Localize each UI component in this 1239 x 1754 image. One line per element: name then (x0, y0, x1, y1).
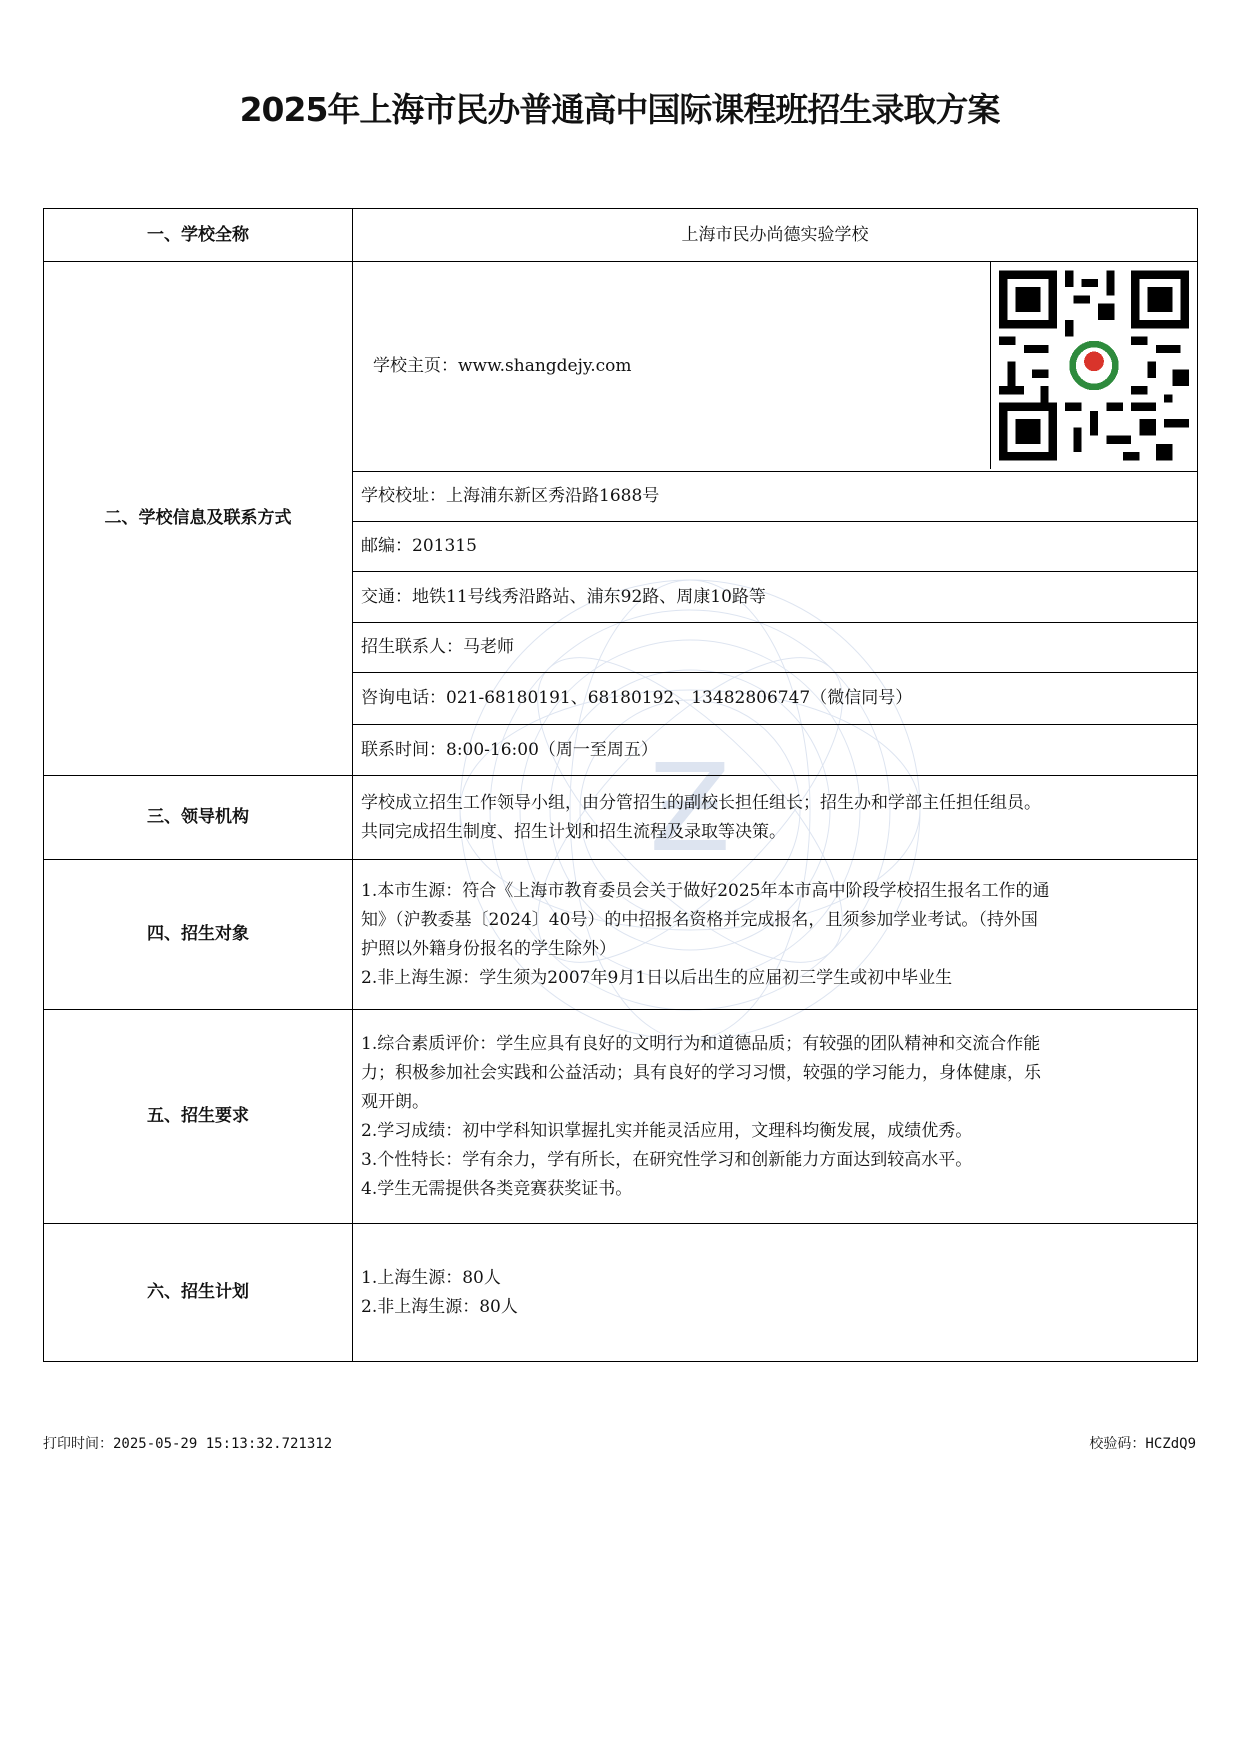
row-school-name (44, 209, 1198, 262)
text-line: 护照以外籍身份报名的学生除外） (361, 938, 616, 959)
row-targets (44, 860, 1198, 1010)
text-line: 3.个性特长：学有余力，学有所长，在研究性学习和创新能力方面达到较高水平。 (361, 1149, 973, 1170)
address-value: 学校校址：上海浦东新区秀沿路1688号 (353, 472, 1198, 522)
qr-code-icon[interactable] (990, 262, 1197, 469)
row-plan (44, 1224, 1198, 1362)
label-leadership: 三、领导机构 (44, 776, 353, 860)
row-leadership (44, 776, 1198, 860)
leadership-value (353, 776, 1198, 860)
label-contact: 二、学校信息及联系方式 (44, 262, 353, 776)
text-line: 2.非上海生源：80人 (361, 1296, 518, 1317)
row-homepage (44, 262, 1198, 472)
label-targets: 四、招生对象 (44, 860, 353, 1010)
transport-value: 交通：地铁11号线秀沿路站、浦东92路、周康10路等 (353, 572, 1198, 623)
text-line: 观开朗。 (361, 1091, 429, 1112)
checksum: 校验码：HCZdQ9 (1089, 1436, 1196, 1452)
text-line: 1.本市生源：符合《上海市教育委员会关于做好2025年本市高中阶段学校招生报名工作的通 (361, 880, 1050, 901)
label-school-name: 一、学校全称 (44, 209, 353, 262)
text-line: 2.非上海生源：学生须为2007年9月1日以后出生的应届初三学生或初中毕业生 (361, 967, 953, 988)
hours-value: 联系时间：8:00-16:00（周一至周五） (353, 725, 1198, 776)
label-plan: 六、招生计划 (44, 1224, 353, 1362)
page-title: 2025年上海市民办普通高中国际课程班招生录取方案 (239, 90, 1000, 129)
homepage-link[interactable]: 学校主页：www.shangdejy.com (373, 356, 632, 376)
postcode-value: 邮编：201315 (353, 522, 1198, 572)
text-line: 知》（沪教委基〔2024〕40号）的中招报名资格并完成报名，且须参加学业考试。（持外国 (361, 909, 1038, 930)
text-line: 学校成立招生工作领导小组，由分管招生的副校长担任组长；招生办和学部主任担任组员。 (361, 792, 1041, 813)
requirements-value (353, 1010, 1198, 1224)
text-line: 4.学生无需提供各类竞赛获奖证书。 (361, 1178, 633, 1199)
print-time: 打印时间：2025-05-29 15:13:32.721312 (43, 1436, 333, 1452)
row-requirements (44, 1010, 1198, 1224)
text-line: 共同完成招生制度、招生计划和招生流程及录取等决策。 (361, 821, 786, 842)
svg-text:Ƶ: Ƶ (648, 740, 732, 879)
homepage-cell (353, 262, 1198, 472)
label-requirements: 五、招生要求 (44, 1010, 353, 1224)
school-name-value: 上海市民办尚德实验学校 (353, 209, 1198, 262)
text-line: 1.综合素质评价：学生应具有良好的文明行为和道德品质；有较强的团队精神和交流合作能 (361, 1033, 1041, 1054)
text-line: 1.上海生源：80人 (361, 1267, 501, 1288)
text-line: 力；积极参加社会实践和公益活动；具有良好的学习习惯，较强的学习能力，身体健康，乐 (361, 1062, 1041, 1083)
admission-table (43, 208, 1198, 1362)
contact-person-value: 招生联系人：马老师 (353, 623, 1198, 673)
targets-value (353, 860, 1198, 1010)
phone-value: 咨询电话：021-68180191、68180192、13482806747（微信同号） (353, 673, 1198, 725)
plan-value (353, 1224, 1198, 1362)
text-line: 2.学习成绩：初中学科知识掌握扎实并能灵活应用，文理科均衡发展，成绩优秀。 (361, 1120, 973, 1141)
